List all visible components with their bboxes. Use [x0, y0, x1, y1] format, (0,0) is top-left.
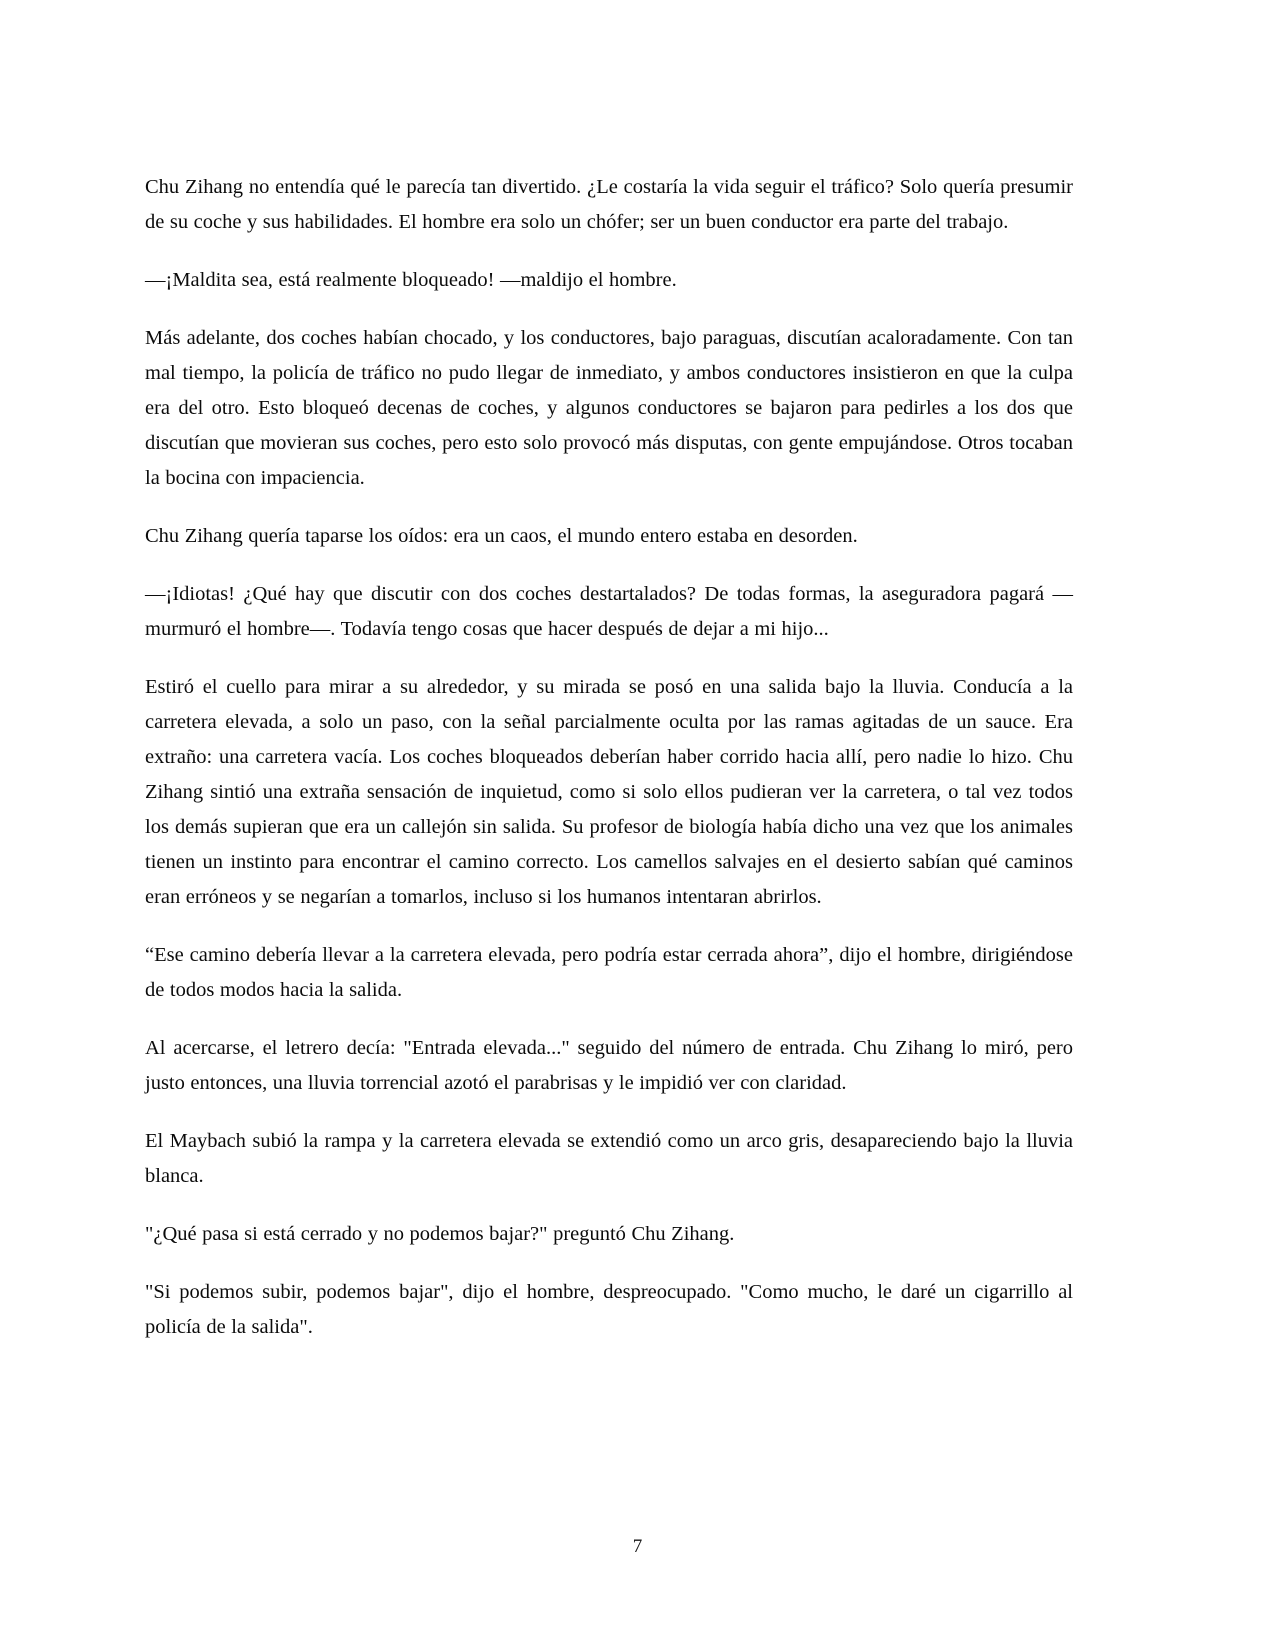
- page-number: 7: [632, 1536, 643, 1557]
- paragraph: —¡Idiotas! ¿Qué hay que discutir con dos coches destartalados? De todas formas, la aseguradora pagará —murmuró el hombre—. Todavía tengo cosas que hacer después de dejar a mi hijo...: [145, 583, 1073, 640]
- paragraph: —¡Maldita sea, está realmente bloqueado! —maldijo el hombre.: [145, 269, 677, 291]
- body-text-column: [145, 170, 1073, 1345]
- paragraph: Chu Zihang quería taparse los oídos: era un caos, el mundo entero estaba en desorden.: [145, 525, 858, 547]
- paragraph: El Maybach subió la rampa y la carretera elevada se extendió como un arco gris, desapareciendo bajo la lluvia blanca.: [145, 1130, 1073, 1187]
- paragraph: "¿Qué pasa si está cerrado y no podemos bajar?" preguntó Chu Zihang.: [145, 1223, 735, 1245]
- paragraph: Chu Zihang no entendía qué le parecía tan divertido. ¿Le costaría la vida seguir el tráfico? Solo quería presumir de su coche y sus habilidades. El hombre era solo un chófer; ser un buen conductor era parte del trabajo.: [145, 176, 1073, 233]
- paragraph: Al acercarse, el letrero decía: "Entrada elevada..." seguido del número de entrada. Chu Zihang lo miró, pero justo entonces, una lluvia torrencial azotó el parabrisas y le impidió ver con claridad.: [145, 1037, 1073, 1094]
- paragraph: Estiró el cuello para mirar a su alrededor, y su mirada se posó en una salida bajo la lluvia. Conducía a la carretera elevada, a solo un paso, con la señal parcialmente oculta por las ramas agitadas de un sauce. Era extraño: una carretera vacía. Los coches bloqueados deberían haber corrido hacia allí, pero nadie lo hizo. Chu Zihang sintió una extraña sensación de inquietud, como si solo ellos pudieran ver la carretera, o tal vez todos los demás supieran que era un callejón sin salida. Su profesor de biología había dicho una vez que los animales tienen un instinto para encontrar el camino correcto. Los camellos salvajes en el desierto sabían qué caminos eran erróneos y se negarían a tomarlos, incluso si los humanos intentaran abrirlos.: [145, 676, 1073, 908]
- paragraph: “Ese camino debería llevar a la carretera elevada, pero podría estar cerrada ahora”, dijo el hombre, dirigiéndose de todos modos hacia la salida.: [145, 944, 1073, 1001]
- paragraph: "Si podemos subir, podemos bajar", dijo el hombre, despreocupado. "Como mucho, le daré un cigarrillo al policía de la salida".: [145, 1281, 1073, 1338]
- paragraph: Más adelante, dos coches habían chocado, y los conductores, bajo paraguas, discutían acaloradamente. Con tan mal tiempo, la policía de tráfico no pudo llegar de inmediato, y ambos conductores insistieron en que la culpa era del otro. Esto bloqueó decenas de coches, y algunos conductores se bajaron para pedirles a los dos que discutían que movieran sus coches, pero esto solo provocó más disputas, con gente empujándose. Otros tocaban la bocina con impaciencia.: [145, 327, 1073, 489]
